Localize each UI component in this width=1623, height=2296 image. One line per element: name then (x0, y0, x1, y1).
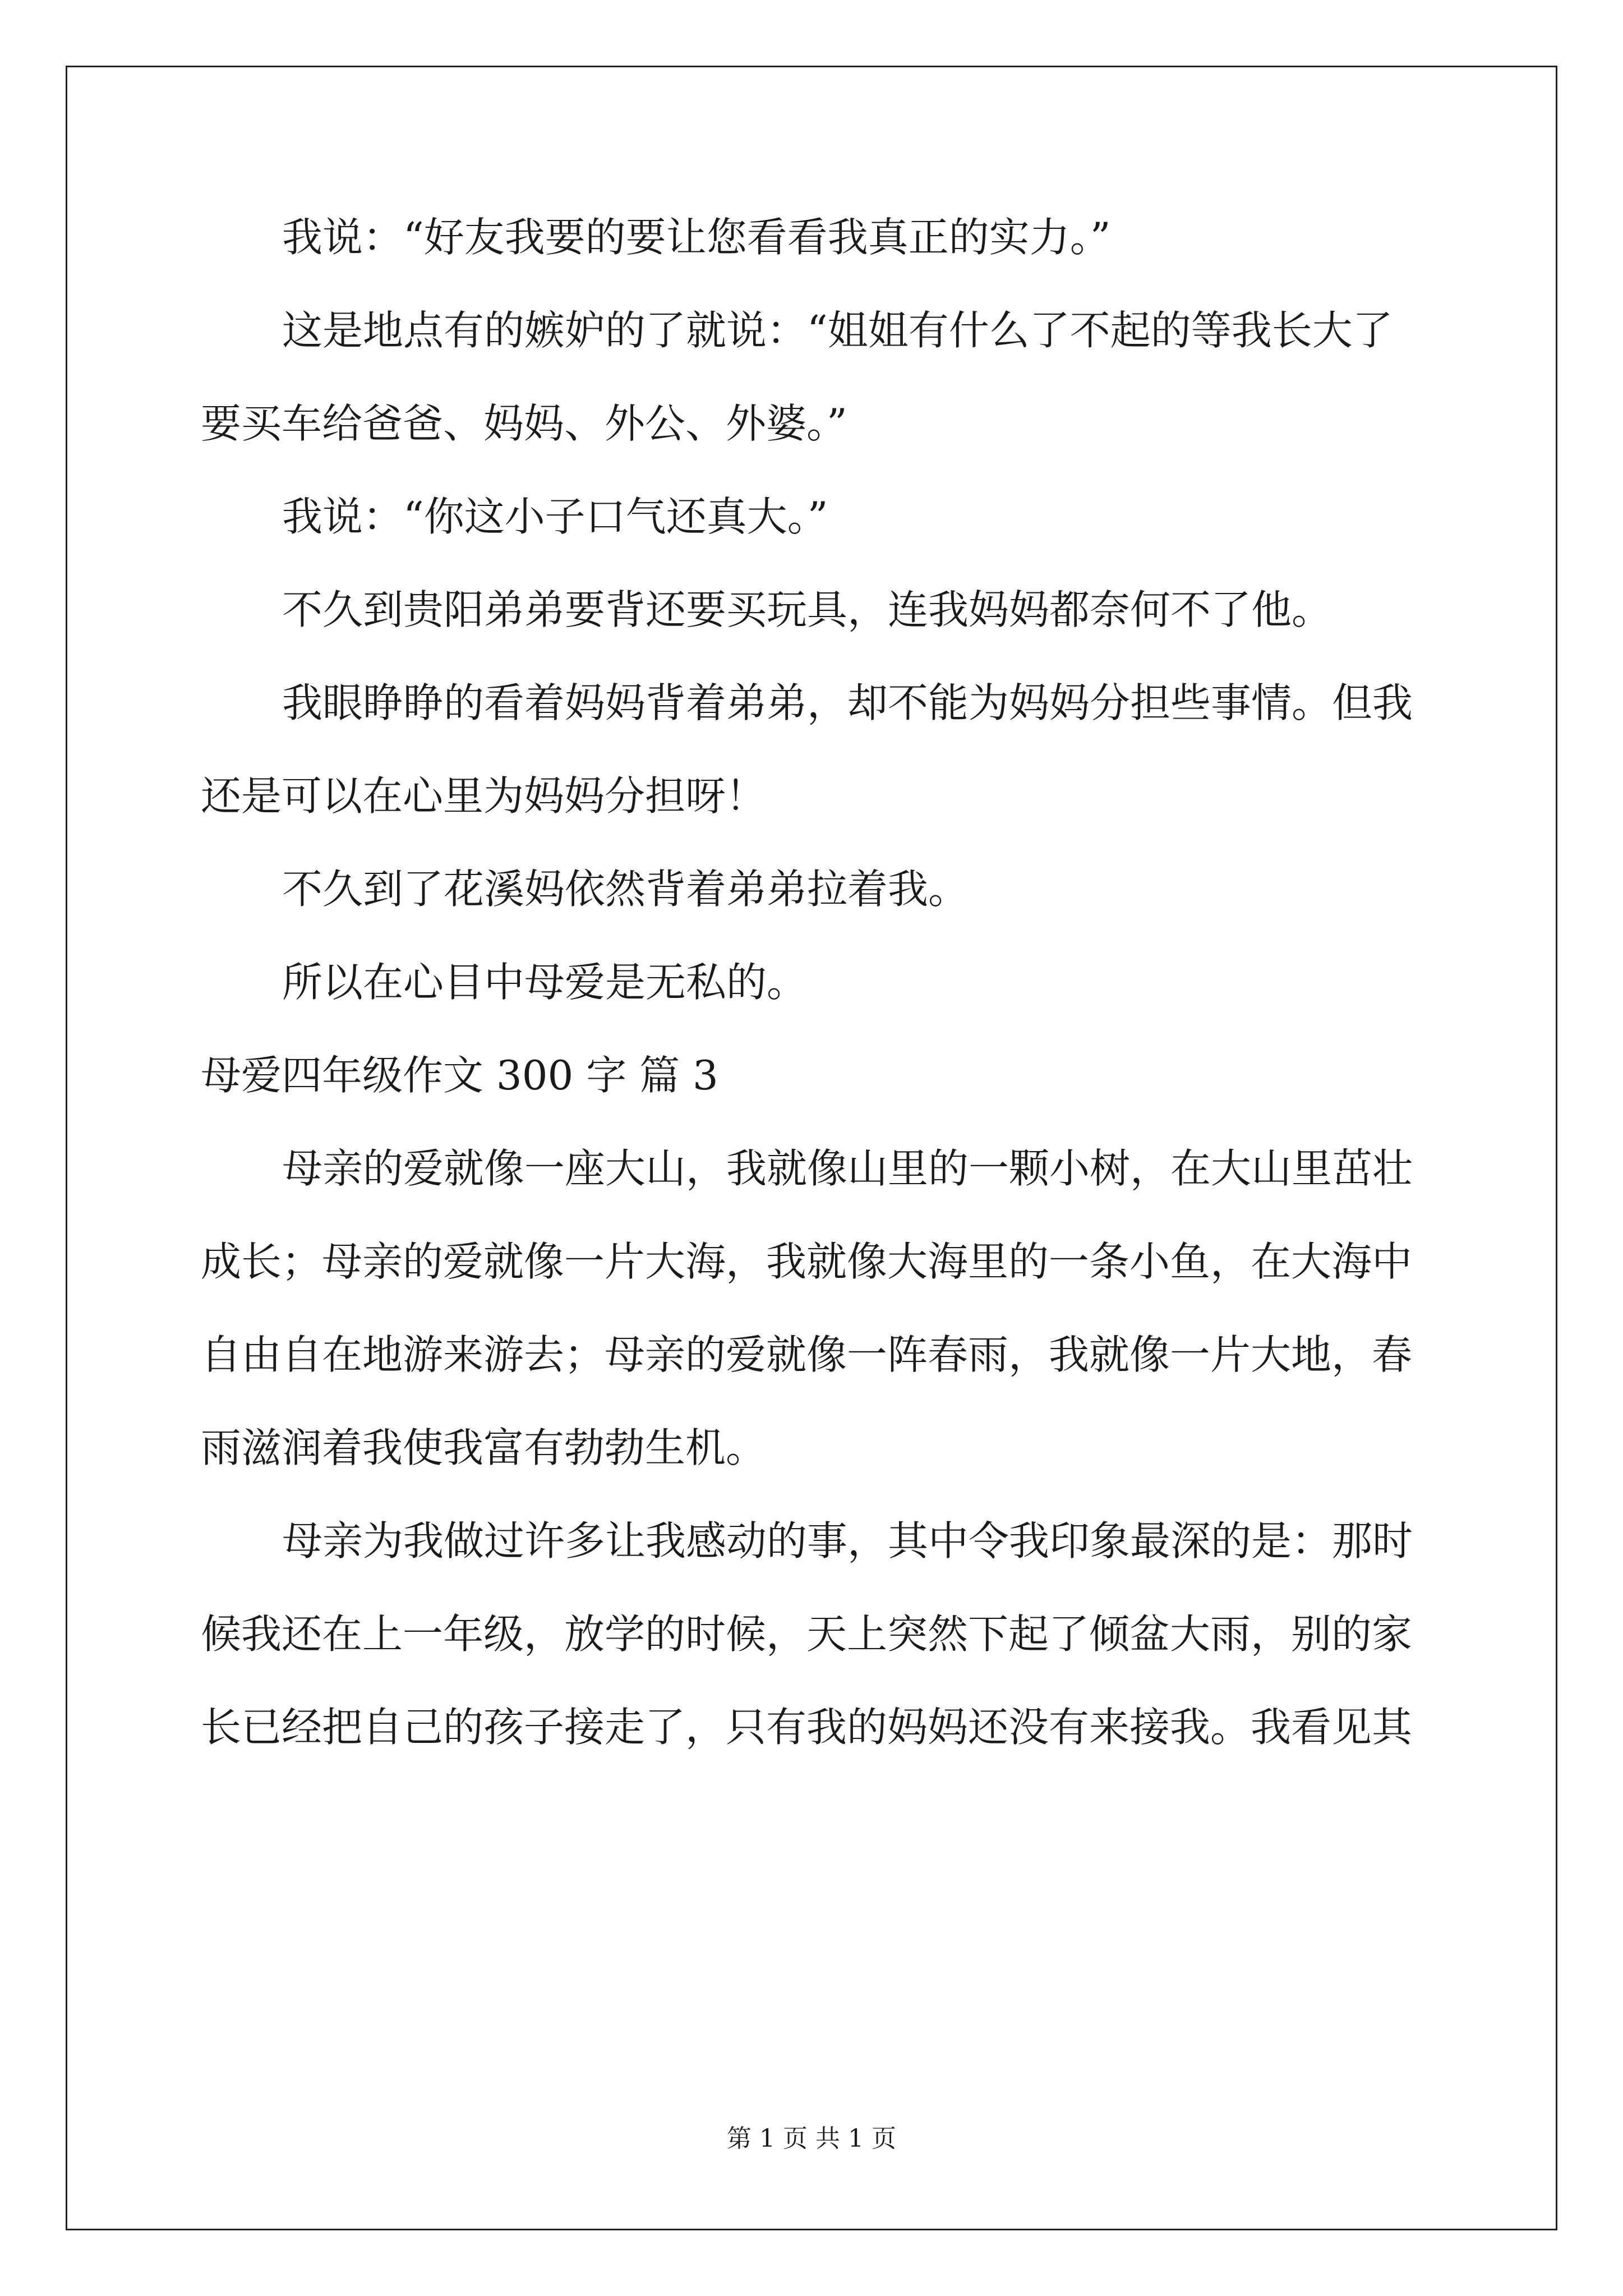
paragraph-8-line-1: 母亲的爱就像一座大山，我就像山里的一颗小树，在大山里茁壮 (282, 1145, 1413, 1192)
paragraph-2-line-1: 这是地点有的嫉妒的了就说：“姐姐有什么了不起的等我长大了 (282, 307, 1393, 354)
paragraph-9-line-3: 长已经把自己的孩子接走了，只有我的妈妈还没有来接我。我看见其 (201, 1704, 1413, 1751)
paragraph-9-line-1: 母亲为我做过许多让我感动的事，其中令我印象最深的是：那时 (282, 1517, 1413, 1565)
paragraph-8-line-2: 成长；母亲的爱就像一片大海，我就像大海里的一条小鱼，在大海中 (201, 1238, 1413, 1285)
paragraph-8-line-4: 雨滋润着我使我富有勃勃生机。 (201, 1424, 767, 1471)
paragraph-6-line-1: 不久到了花溪妈依然背着弟弟拉着我。 (282, 866, 969, 913)
paragraph-8-line-3: 自由自在地游来游去；母亲的爱就像一阵春雨，我就像一片大地，春 (201, 1331, 1413, 1378)
paragraph-5-line-1: 我眼睁睁的看着妈妈背着弟弟，却不能为妈妈分担些事情。但我 (282, 679, 1413, 726)
paragraph-4-line-1: 不久到贵阳弟弟要背还要买玩具，连我妈妈都奈何不了他。 (282, 586, 1332, 633)
paragraph-3-line-1: 我说：“你这小子口气还真大。” (282, 493, 828, 540)
paragraph-2-line-2: 要买车给爸爸、妈妈、外公、外婆。” (201, 400, 847, 447)
page-number-footer: 第 1 页 共 1 页 (727, 2124, 896, 2153)
document-body (201, 191, 1435, 1774)
paragraph-1-line-1: 我说：“好友我要的要让您看看我真正的实力。” (282, 214, 1111, 261)
paragraph-5-line-2: 还是可以在心里为妈妈分担呀！ (201, 772, 767, 820)
section-heading: 母爱四年级作文 300 字 篇 3 (201, 1052, 718, 1099)
paragraph-9-line-2: 候我还在上一年级，放学的时候，天上突然下起了倾盆大雨，别的家 (201, 1611, 1413, 1658)
paragraph-7-line-1: 所以在心目中母爱是无私的。 (282, 959, 808, 1006)
